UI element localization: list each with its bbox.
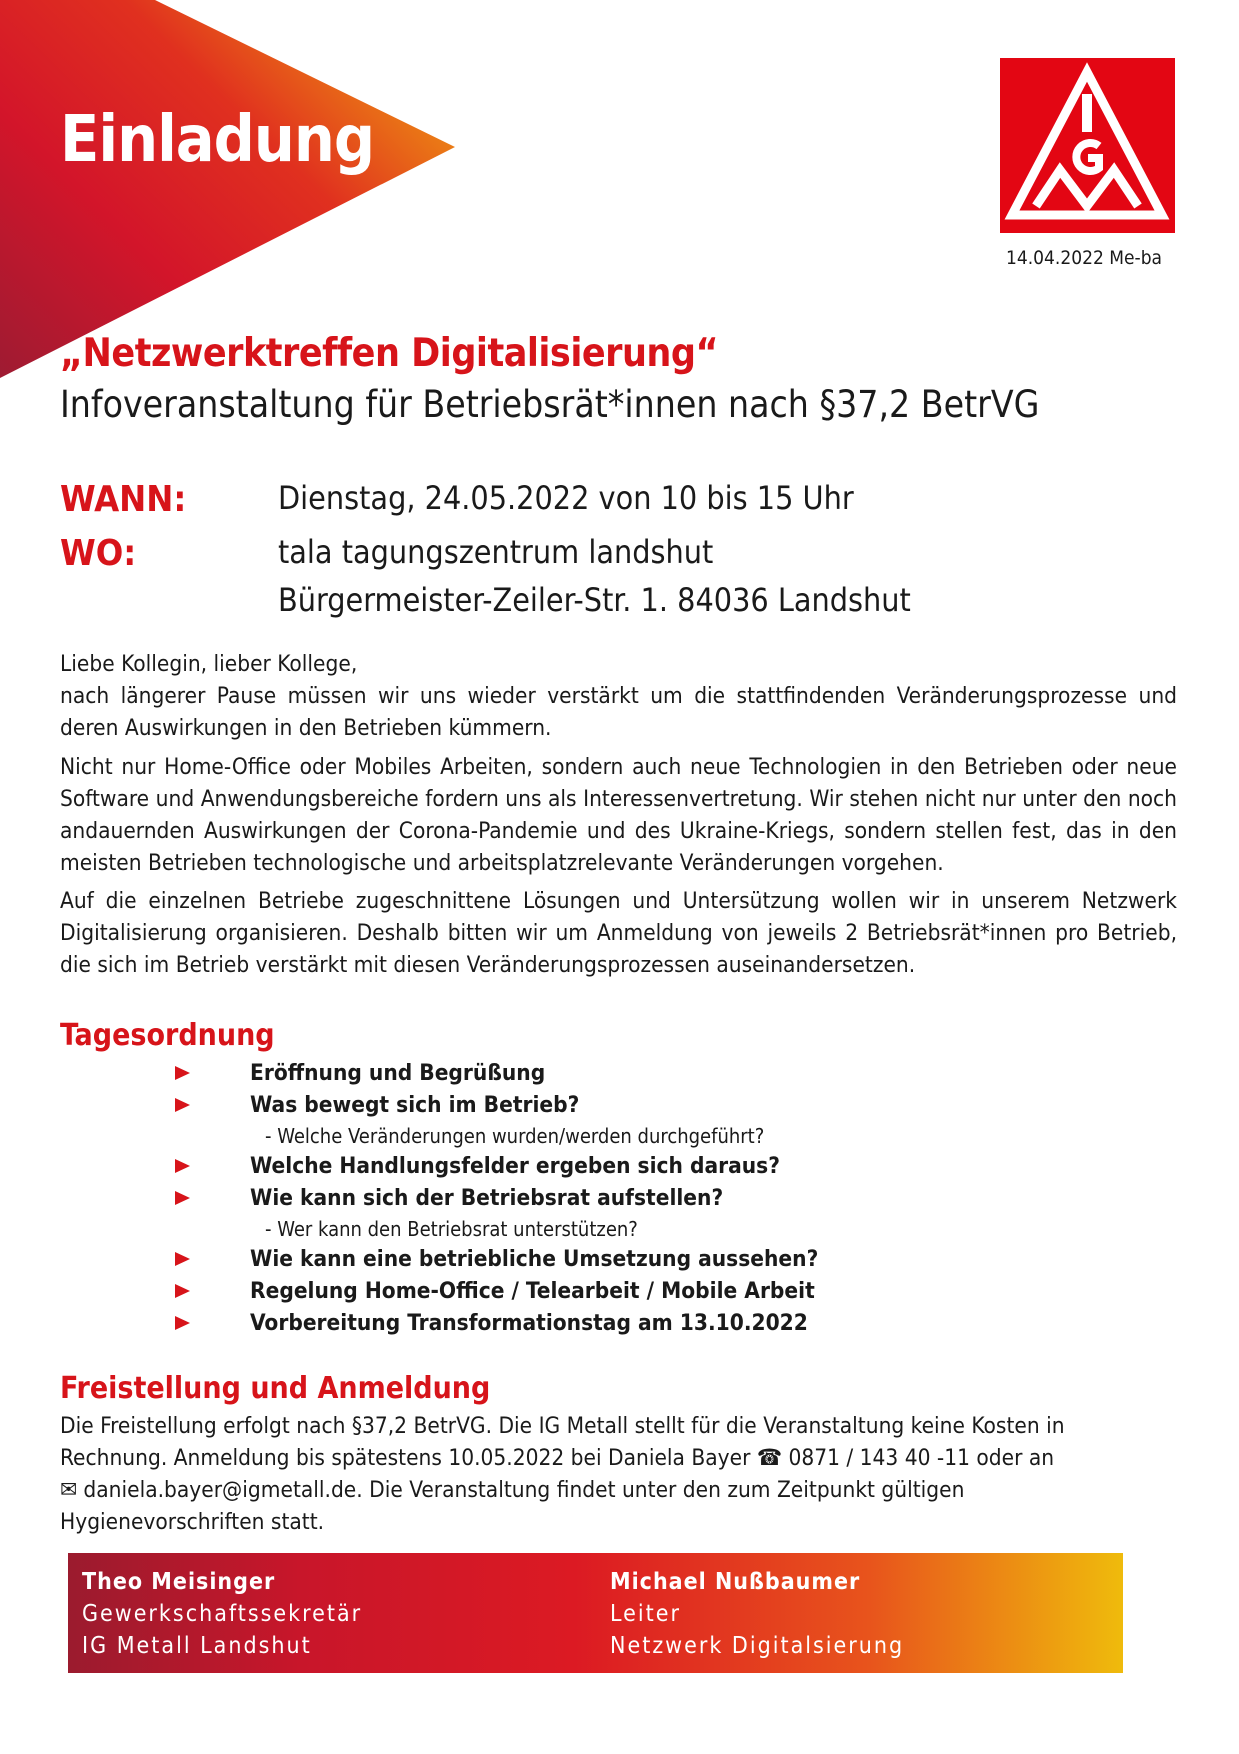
registration-line-3 [60, 1474, 1177, 1506]
agenda-item: Wie kann sich der Betriebsrat aufstellen? [175, 1182, 723, 1214]
header-banner [0, 0, 460, 380]
event-title: „Netzwerktreffen Digitalisierung“ [60, 331, 719, 376]
agenda-subitem: - Welche Veränderungen wurden/werden durchgeführt? [265, 1124, 765, 1148]
greeting: Liebe Kollegin, lieber Kollege, [60, 651, 358, 677]
signer-right-role: Leiter [610, 1601, 681, 1627]
registration-line-4: Hygienevorschriften statt. [60, 1509, 325, 1535]
agenda-item: Wie kann eine betriebliche Umsetzung aussehen? [175, 1243, 818, 1275]
email-link: daniela.bayer@igmetall.de. Die Veranstaltung findet unter den zum Zeitpunkt gültigen [76, 1477, 965, 1503]
signer-right-org: Netzwerk Digitalsierung [610, 1633, 905, 1659]
signer-left-org: IG Metall Landshut [82, 1633, 312, 1659]
bullet-arrow-icon [175, 1284, 190, 1298]
agenda-item: Eröffnung und Begrüßung [175, 1057, 545, 1089]
agenda-heading: Tagesordnung [60, 1018, 275, 1053]
where-line-1: tala tagungszentrum landshut [278, 533, 714, 571]
mail-icon: ✉ [60, 1477, 77, 1503]
bullet-arrow-icon [175, 1159, 190, 1173]
signer-left-role: Gewerkschaftssekretär [82, 1601, 363, 1627]
where-label: WO: [60, 533, 137, 574]
bullet-arrow-icon [175, 1316, 190, 1330]
when-value: Dienstag, 24.05.2022 von 10 bis 15 Uhr [278, 479, 854, 517]
agenda-item: Regelung Home-Office / Telearbeit / Mobile Arbeit [175, 1275, 815, 1307]
where-line-2: Bürgermeister-Zeiler-Str. 1. 84036 Landshut [278, 581, 911, 619]
date-reference: 14.04.2022 Me-ba [1006, 247, 1163, 269]
event-subtitle: Infoveranstaltung für Betriebsrät*innen nach §37,2 BetrVG [60, 383, 1040, 426]
agenda-subitem: - Wer kann den Betriebsrat unterstützen? [265, 1217, 638, 1241]
paragraph-2: Nicht nur Home-Office oder Mobiles Arbeiten, sondern auch neue Technologien in den Betrieben oder neue Software und Anwendungsbereiche fordern uns als Interessenvertretung. Wir stehen nicht nur unter den noch andauernden Auswirkungen der Corona-Pandemie und des Ukraine-Kriegs, sondern stellen fest, das in den meisten Betrieben technologische und arbeitsplatzrelevante Veränderungen vorgehen. [60, 754, 1177, 876]
registration-line-2: Rechnung. Anmeldung bis spätestens 10.05.2022 bei Daniela Bayer ☎ 0871 / 143 40 -11 oder an [60, 1445, 1055, 1471]
bullet-arrow-icon [175, 1252, 190, 1266]
paragraph-3: Auf die einzelnen Betriebe zugeschnittene Lösungen und Untersützung wollen wir in unserem Netzwerk Digitalisierung organisieren. Deshalb bitten wir um Anmeldung von jeweils 2 Betriebsrät*innen pro Betrieb, die sich im Betrieb verstärkt mit diesen Veränderungsprozessen auseinandersetzen. [60, 888, 1177, 978]
paragraph-1: nach längerer Pause müssen wir uns wieder verstärkt um die stattfindenden Veränderungsprozesse und deren Auswirkungen in den Betrieben kümmern. [60, 683, 1177, 741]
signer-right-name: Michael Nußbaumer [610, 1569, 861, 1595]
bullet-arrow-icon [175, 1098, 190, 1112]
registration-heading: Freistellung und Anmeldung [60, 1371, 491, 1406]
bullet-arrow-icon [175, 1066, 190, 1080]
when-label: WANN: [60, 479, 187, 520]
registration-line-1: Die Freistellung erfolgt nach §37,2 BetrVG. Die IG Metall stellt für die Veranstaltung keine Kosten in [60, 1413, 1065, 1439]
agenda-item: Welche Handlungsfelder ergeben sich daraus? [175, 1150, 780, 1182]
signer-left-name: Theo Meisinger [82, 1569, 276, 1595]
agenda-item: Was bewegt sich im Betrieb? [175, 1089, 579, 1121]
page-title: Einladung [60, 103, 375, 177]
footer-banner [68, 1553, 1123, 1673]
igm-logo [1000, 58, 1175, 233]
phone-icon: ☎ [756, 1445, 783, 1471]
bullet-arrow-icon [175, 1191, 190, 1205]
agenda-item: Vorbereitung Transformationstag am 13.10.2022 [175, 1307, 808, 1339]
